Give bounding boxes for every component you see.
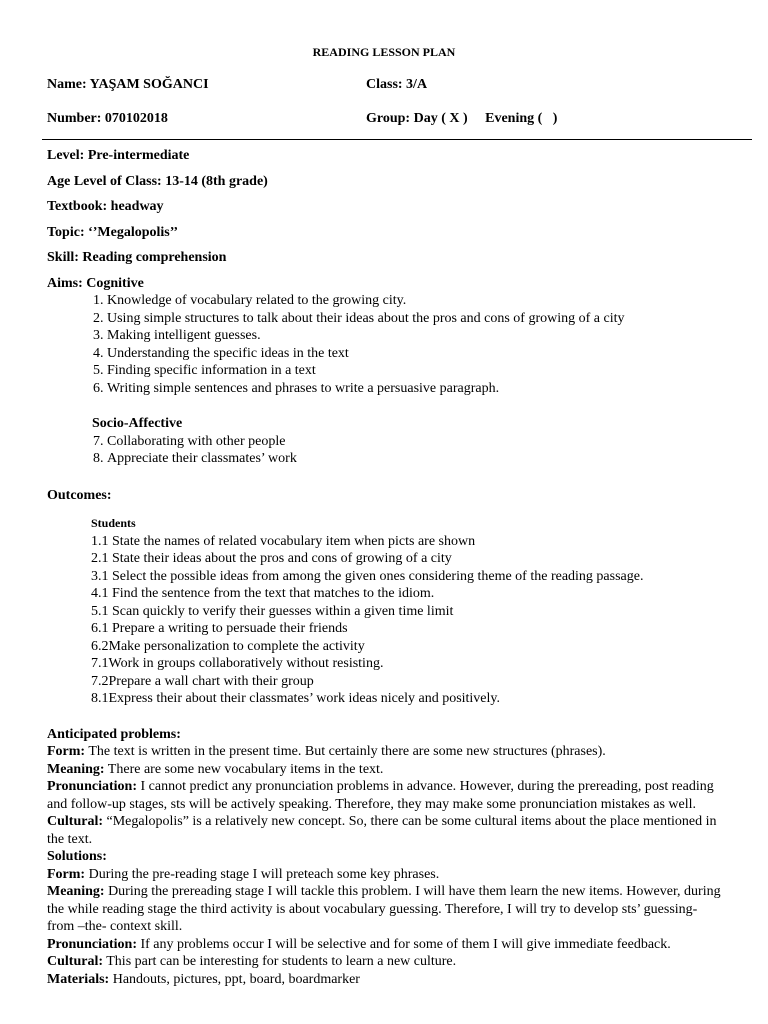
problem-form [47, 743, 727, 761]
students-label: Students [91, 516, 136, 530]
outcome-item: 1.1 State the names of related vocabulary item when picts are shown [91, 533, 476, 549]
outcome-item: 5.1 Scan quickly to verify their guesses within a given time limit [91, 603, 454, 619]
meaning-label: Meaning: [47, 761, 105, 777]
textbook-field: Textbook: headway [47, 199, 164, 214]
form-label: Form: [47, 744, 86, 759]
problem-cultural [47, 813, 727, 848]
aim-item: 7. Collaborating with other people [107, 433, 727, 451]
meaning-text: During the prereading stage I will tackle this problem. I will have them learn the new items. However, during the while reading stage the third activity is about vocabulary guessing. Therefore, I will try to develop sts’ guessing- from –the- context skill. [47, 884, 721, 934]
level-field: Level: Pre-intermediate [47, 148, 190, 163]
skill-field: Skill: Reading comprehension [47, 250, 227, 265]
cultural-text: This part can be interesting for students to learn a new culture. [103, 954, 457, 969]
aims-heading: Aims: Cognitive [47, 275, 144, 291]
student-name: Name: YAŞAM SOĞANCI [47, 77, 209, 92]
outcomes-list [91, 515, 727, 708]
solution-cultural [47, 953, 727, 971]
outcome-item: 7.1Work in groups collaboratively without resisting. [91, 656, 384, 671]
document-title: READING LESSON PLAN [312, 45, 456, 59]
cognitive-aims-list [47, 292, 727, 397]
cultural-label: Cultural: [47, 954, 103, 969]
outcome-item: 6.1 Prepare a writing to persuade their friends [91, 621, 348, 636]
solutions-heading: Solutions: [47, 849, 107, 864]
aim-item: 1. Knowledge of vocabulary related to the growing city. [107, 292, 727, 310]
form-label: Form: [47, 866, 86, 882]
solution-pronunciation [47, 936, 727, 954]
socio-affective-list [47, 433, 727, 468]
aim-item: 4. Understanding the specific ideas in the text [107, 345, 727, 363]
topic-field: Topic: ‘’Megalopolis’’ [47, 224, 179, 240]
class-field: Class: 3/A [366, 77, 428, 92]
form-text: During the pre-reading stage I will preteach some key phrases. [85, 866, 440, 882]
outcome-item: 2.1 State their ideas about the pros and cons of growing of a city [91, 551, 452, 566]
header-divider [42, 139, 752, 140]
student-number: Number: 070102018 [47, 111, 168, 126]
form-text: The text is written in the present time. But certainly there are some new structures (phrases). [85, 744, 606, 759]
materials-label: Materials: [47, 971, 110, 987]
aim-item: 6. Writing simple sentences and phrases to write a persuasive paragraph. [107, 380, 727, 398]
solution-form [47, 866, 727, 884]
meaning-label: Meaning: [47, 884, 105, 899]
pronunciation-text: If any problems occur I will be selective and for some of them I will give immediate feedback. [136, 936, 671, 952]
aim-item: 5. Finding specific information in a text [107, 362, 727, 380]
cultural-label: Cultural: [47, 814, 103, 829]
meaning-text: There are some new vocabulary items in the text. [104, 761, 384, 777]
outcome-item: 7.2Prepare a wall chart with their group [91, 673, 314, 689]
lesson-body [47, 147, 727, 988]
solution-meaning [47, 883, 727, 936]
anticipated-problems-heading: Anticipated problems: [47, 726, 181, 742]
outcome-item: 6.2Make personalization to complete the activity [91, 638, 365, 654]
outcomes-heading: Outcomes: [47, 487, 112, 503]
aim-item: 3. Making intelligent guesses. [107, 327, 727, 345]
materials-line [47, 971, 727, 989]
pronunciation-label: Pronunciation: [47, 936, 137, 952]
pronunciation-text: I cannot predict any pronunciation problems in advance. However, during the prereading, post reading and follow-up stages, sts will be actively speaking. Therefore, they may make some pronunciation mistakes as well. [47, 779, 714, 812]
aim-item: 8. Appreciate their classmates’ work [107, 450, 727, 468]
problem-meaning [47, 761, 727, 779]
age-level-field: Age Level of Class: 13-14 (8th grade) [47, 173, 268, 189]
pronunciation-label: Pronunciation: [47, 779, 137, 794]
outcome-item: 8.1Express their about their classmates’ work ideas nicely and positively. [91, 691, 501, 706]
socio-affective-heading: Socio-Affective [92, 416, 183, 431]
aim-item: 2. Using simple structures to talk about their ideas about the pros and cons of growing of a city [107, 310, 727, 328]
group-field: Group: Day ( X ) Evening ( ) [366, 111, 558, 126]
problem-pronunciation [47, 778, 727, 813]
outcome-item: 4.1 Find the sentence from the text that matches to the idiom. [91, 586, 435, 601]
outcome-item: 3.1 Select the possible ideas from among the given ones considering theme of the reading passage. [91, 568, 644, 584]
materials-text: Handouts, pictures, ppt, board, boardmarker [109, 971, 360, 987]
cultural-text: “Megalopolis” is a relatively new concept. So, there can be some cultural items about the place mentioned in the text. [47, 814, 717, 847]
